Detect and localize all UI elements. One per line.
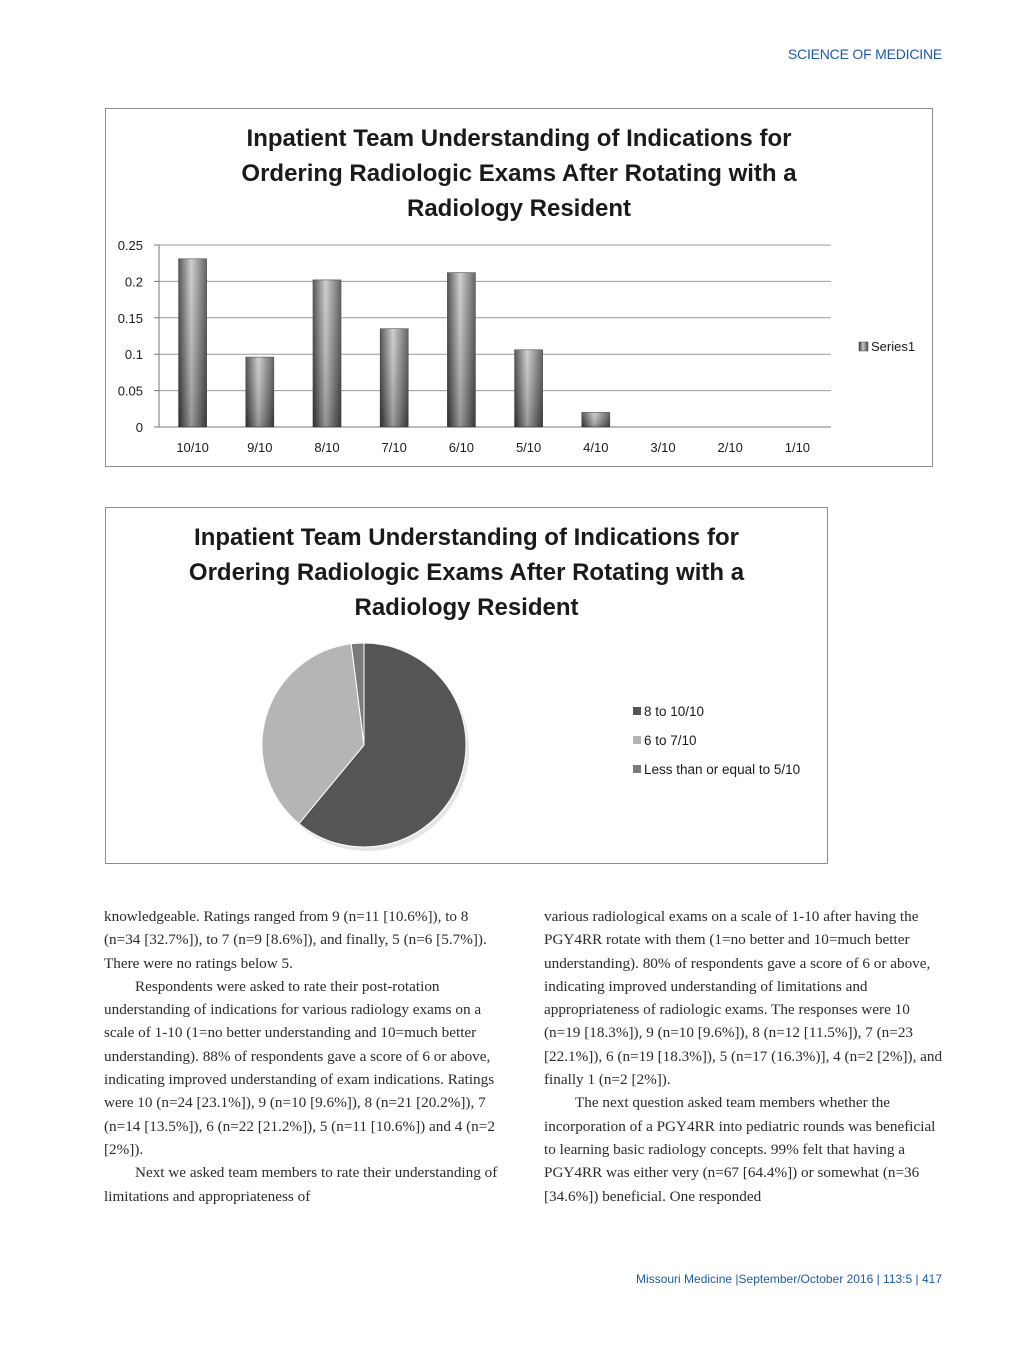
legend-swatch xyxy=(633,765,641,773)
bar-shade xyxy=(515,350,543,427)
x-tick-label: 2/10 xyxy=(717,440,743,455)
y-tick-label: 0.25 xyxy=(117,238,143,253)
paragraph: knowledgeable. Ratings ranged from 9 (n=11 [10.6%]), to 8 (n=34 [32.7%]), to 7 (n=9 [8.6%]), and finally, 5 (n=6 [5.7%]). There were no ratings below 5. xyxy=(104,908,487,972)
section-label: SCIENCE OF MEDICINE xyxy=(787,46,942,62)
x-tick-label: 10/10 xyxy=(176,440,209,455)
legend-swatch xyxy=(633,736,641,744)
bar-chart-title: Inpatient Team Understanding of Indications for Ordering Radiologic Exams After Rotating with a Radiology Resident xyxy=(241,125,797,222)
left-column xyxy=(104,905,504,1208)
footer-citation: Missouri Medicine |September/October 2016 | 113:5 | 417 xyxy=(636,1272,942,1286)
y-tick-label: 0.2 xyxy=(124,274,143,290)
legend-swatch xyxy=(633,707,641,715)
bar-chart-svg xyxy=(106,109,932,466)
right-column xyxy=(544,905,944,1208)
bar-shade xyxy=(582,412,610,427)
x-tick-label: 6/10 xyxy=(448,440,475,455)
y-tick-label: 0 xyxy=(135,420,143,435)
bar-shade xyxy=(313,280,341,427)
x-tick-label: 3/10 xyxy=(650,440,676,455)
paragraph: Respondents were asked to rate their post-rotation understanding of indications for various radiology exams on a scale of 1-10 (1=no better understanding and 10=much better understanding). 88% of respondents gave a score of 6 or above, indicating improved understanding of exam indications. Ratings were 10 (n=24 [23.1%]), 9 (n=10 [9.6%]), 8 (n=21 [20.2%]), 7 (n=14 [13.5%]), 6 (n=22 [21.2%]), 5 (n=11 [10.6%]) and 4 (n=2 [2%]). xyxy=(104,977,495,1158)
pie-chart-svg xyxy=(106,508,827,863)
pie-chart xyxy=(105,507,828,864)
x-tick-label: 4/10 xyxy=(583,440,609,455)
paragraph: various radiological exams on a scale of 1-10 after having the PGY4RR rotate with them (1=no better and 10=much better understanding). 80% of respondents gave a score of 6 or above, indicating improved understanding of limitations and appropriateness of radiologic exams. The responses were 10 (n=19 [18.3%]), 9 (n=10 [9.6%]), 8 (n=12 [11.5%]), 7 (n=23 [22.1%]), 6 (n=19 [18.3%]), 5 (n=17 (16.3%)], 4 (n=2 [2%]), and finally 1 (n=2 [2%]). xyxy=(544,908,943,1089)
legend-label: 8 to 10/10 xyxy=(644,704,705,719)
bar-chart xyxy=(105,108,933,467)
legend-label: 6 to 7/10 xyxy=(644,733,697,748)
bar-shade xyxy=(380,329,408,427)
legend-swatch xyxy=(859,342,868,351)
bar-shade xyxy=(179,259,207,427)
legend-label: Series1 xyxy=(871,339,916,354)
x-tick-label: 1/10 xyxy=(784,440,811,455)
y-tick-label: 0.1 xyxy=(124,347,143,363)
x-tick-label: 7/10 xyxy=(381,440,407,455)
paragraph: The next question asked team members whether the incorporation of a PGY4RR into pediatric rounds was beneficial to learning basic radiology concepts. 99% felt that having a PGY4RR was either very (n=67 [64.4%]) or somewhat (n=36 [34.6%]) beneficial. One responded xyxy=(544,1094,936,1205)
paragraph: Next we asked team members to rate their understanding of limitations and appropriateness of xyxy=(104,1164,498,1205)
x-tick-label: 9/10 xyxy=(247,440,273,455)
bar-shade xyxy=(447,273,475,427)
y-tick-label: 0.05 xyxy=(117,383,143,399)
bar-shade xyxy=(246,357,274,427)
y-tick-label: 0.15 xyxy=(117,310,143,326)
x-tick-label: 8/10 xyxy=(314,440,340,455)
pie-chart-title: Inpatient Team Understanding of Indications for Ordering Radiologic Exams After Rotating with a Radiology Resident xyxy=(188,524,745,621)
legend-label: Less than or equal to 5/10 xyxy=(644,762,801,777)
article-body xyxy=(104,905,944,1208)
x-tick-label: 5/10 xyxy=(515,440,542,455)
